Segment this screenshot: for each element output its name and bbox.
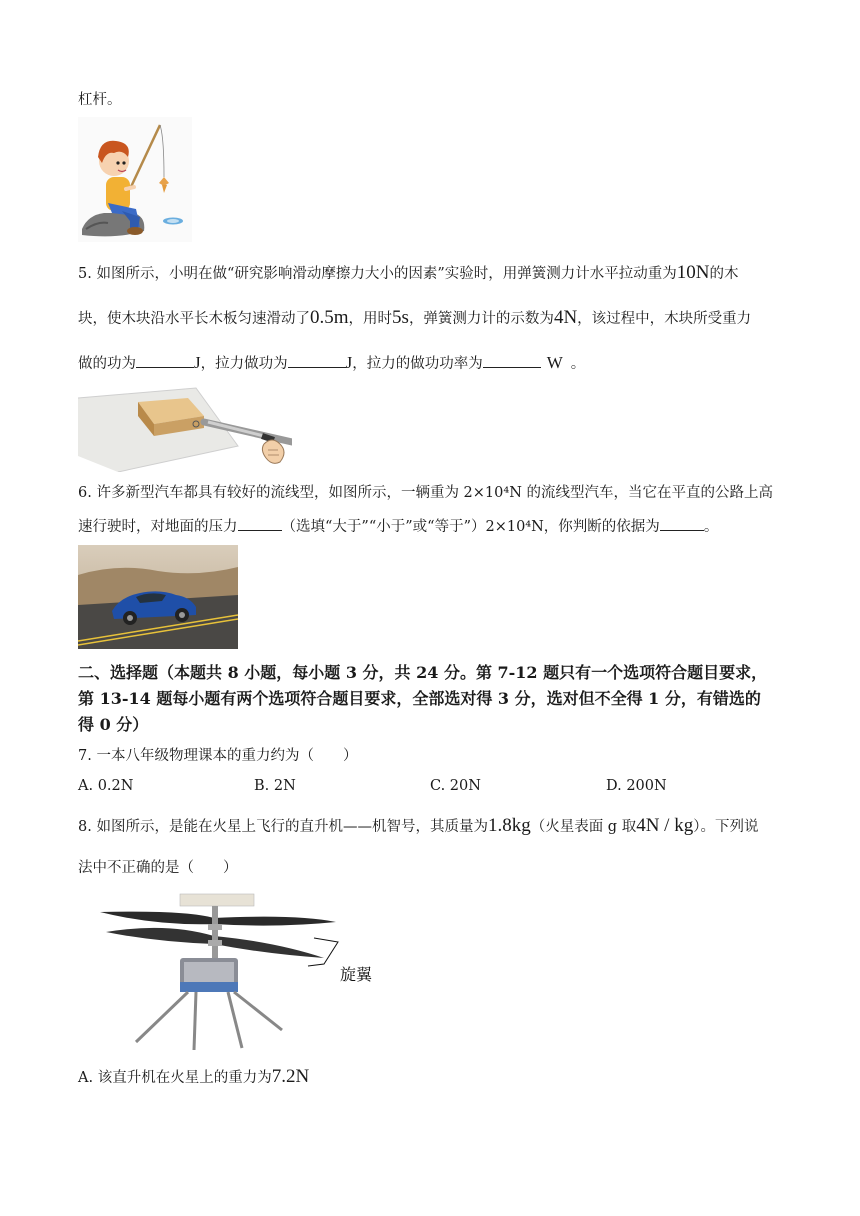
q6-answer-blank-1[interactable] bbox=[238, 517, 282, 531]
q5-text: ，用时 bbox=[348, 311, 393, 327]
q8-text: （火星表面 g 取 bbox=[530, 819, 637, 835]
q7-option-a[interactable]: A. 0.2N bbox=[78, 778, 134, 794]
q8-option-a-text: A. 该直升机在火星上的重力为 bbox=[78, 1070, 272, 1086]
q5-weight-value: 10N bbox=[676, 262, 710, 283]
fishing-boy-figure bbox=[78, 117, 192, 242]
q5-answer-blank-3[interactable] bbox=[483, 354, 541, 368]
section-2-heading-line-3: 得 0 分） bbox=[78, 715, 149, 734]
q5-answer-blank-1[interactable] bbox=[136, 354, 194, 368]
mars-helicopter-figure bbox=[96, 892, 386, 1052]
q5-line-2 bbox=[78, 307, 751, 329]
q8-line-1 bbox=[78, 815, 758, 837]
q8-mass-value: 1.8kg bbox=[487, 815, 531, 836]
q5-unit-j: J bbox=[194, 353, 201, 372]
q8-line-2: 法中不正确的是（ ） bbox=[78, 860, 238, 876]
sports-car-photo bbox=[78, 545, 238, 649]
q5-text: 做的功为 bbox=[78, 356, 136, 372]
q5-text: 块，使木块沿水平长木板匀速滑动了 bbox=[78, 311, 310, 327]
q5-text: 的木 bbox=[709, 266, 739, 282]
q6-line-2 bbox=[78, 515, 718, 536]
q5-answer-blank-2[interactable] bbox=[288, 354, 346, 368]
q7-option-d[interactable]: D. 200N bbox=[606, 778, 667, 794]
q5-line-3 bbox=[78, 352, 585, 373]
q6-text: 。 bbox=[703, 519, 719, 535]
q5-unit-j: J bbox=[345, 353, 353, 372]
q8-option-a-value: 7.2N bbox=[271, 1066, 310, 1087]
q8-g-value: 4N / kg bbox=[636, 815, 694, 836]
section-2-heading-line-1: 二、选择题（本题共 8 小题，每小题 3 分，共 24 分。第 7-12 题只有一个选项符合题目要求， bbox=[78, 663, 768, 682]
q5-text: ，拉力做功为 bbox=[200, 356, 288, 372]
q7-option-c[interactable]: C. 20N bbox=[430, 778, 481, 794]
q6-line-1: 6. 许多新型汽车都具有较好的流线型，如图所示，一辆重为 2×10⁴N 的流线型汽车，当它在平直的公路上高 bbox=[78, 485, 773, 501]
rotor-label: 旋翼 bbox=[340, 965, 373, 984]
q7-stem: 7. 一本八年级物理课本的重力约为（ ） bbox=[78, 748, 358, 764]
q5-text: ，拉力的做功功率为 bbox=[352, 356, 483, 372]
q5-line-1 bbox=[78, 262, 739, 284]
q5-unit-w: W bbox=[546, 353, 563, 372]
q5-time-value: 5s bbox=[392, 307, 409, 328]
q6-answer-blank-2[interactable] bbox=[660, 517, 704, 531]
q5-text: ，该过程中，木块所受重力 bbox=[577, 311, 752, 327]
q8-text: 8. 如图所示，是能在火星上飞行的直升机——机智号，其质量为 bbox=[78, 819, 488, 835]
spring-scale-experiment-figure bbox=[78, 386, 292, 472]
q5-distance-value: 0.5m bbox=[310, 307, 349, 328]
q5-text: 5. 如图所示，小明在做“研究影响滑动摩擦力大小的因素”实验时，用弹簧测力计水平拉动重为 bbox=[78, 266, 677, 282]
q5-text: ，弹簧测力计的示数为 bbox=[408, 311, 554, 327]
q8-option-a[interactable] bbox=[78, 1066, 309, 1088]
q5-force-value: 4N bbox=[553, 307, 578, 328]
q4-tail-text: 杠杆。 bbox=[78, 92, 122, 108]
section-2-heading-line-2: 第 13-14 题每小题有两个选项符合题目要求，全部选对得 3 分，选对但不全得 1 分，有错选的 bbox=[78, 689, 761, 708]
q6-text: 速行驶时，对地面的压力 bbox=[78, 519, 238, 535]
q8-text: ）。下列说 bbox=[693, 819, 759, 835]
q7-option-b[interactable]: B. 2N bbox=[254, 778, 296, 794]
q6-text: （选填“大于”“小于”或“等于”）2×10⁴N，你判断的依据为 bbox=[281, 519, 660, 535]
q5-text: 。 bbox=[570, 356, 586, 372]
